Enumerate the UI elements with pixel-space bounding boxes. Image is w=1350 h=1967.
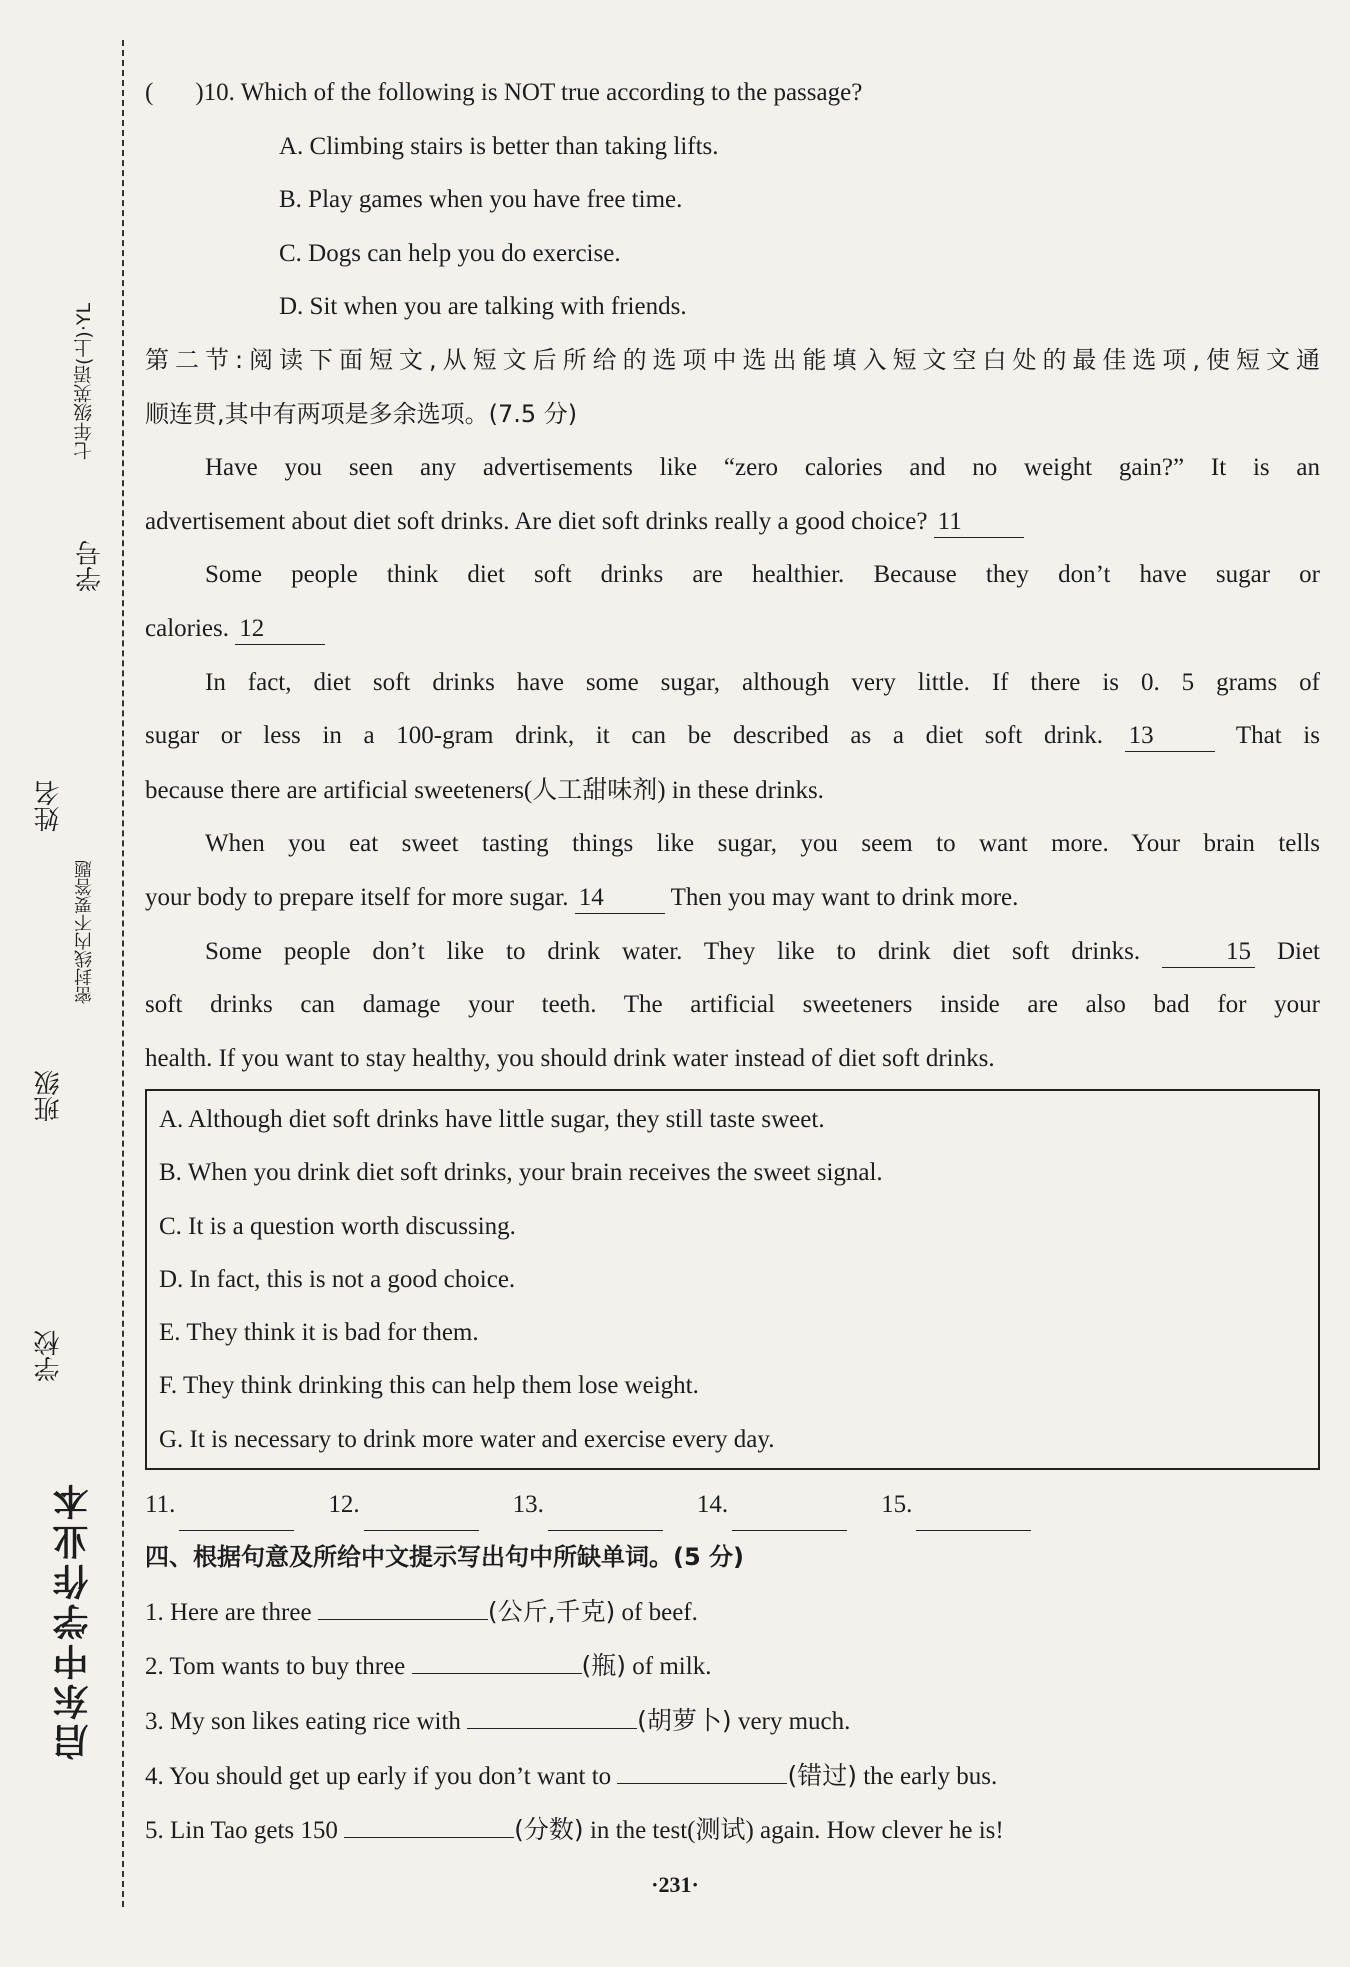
answer-paren-open: (: [145, 79, 154, 106]
item-1-blank[interactable]: [318, 1589, 488, 1620]
passage-p3-chinese-gloss: 人工甜味剂: [532, 774, 658, 804]
number-label: [30, 540, 151, 600]
choice-g: G. It is necessary to drink more water and exercise every day.: [159, 1425, 775, 1453]
passage-p1-line2-text: advertisement about diet soft drinks. Are diet soft drinks really a good choice?: [145, 507, 928, 535]
blank-14[interactable]: 14: [575, 883, 665, 914]
answer-slot-15: [881, 1478, 1031, 1532]
q10-option-b: B. Play games when you have free time.: [279, 186, 683, 214]
answer-slot-label: 11.: [145, 1490, 176, 1518]
answer-slot-14: [697, 1478, 847, 1532]
passage-p2-line2: [145, 602, 1320, 656]
item-4-hint: (错过): [787, 1760, 857, 1790]
passage-p3-line2-tail: That is: [1235, 722, 1320, 750]
choice-a: A. Although diet soft drinks have little sugar, they still taste sweet.: [159, 1106, 825, 1134]
item-5-hint: (分数): [514, 1815, 584, 1845]
item-2-blank[interactable]: [412, 1643, 582, 1674]
item-3-before: 3. My son likes eating rice with: [145, 1708, 461, 1736]
blank-12[interactable]: 12: [235, 614, 325, 645]
choice-f: F. They think drinking this can help them lose weight.: [159, 1372, 699, 1400]
book-title: 启东中学作业本: [53, 1480, 94, 1760]
item-3-blank[interactable]: [467, 1698, 637, 1729]
answer-slot-label: 15.: [881, 1490, 913, 1518]
q10-option-a: A. Climbing stairs is better than taking lifts.: [279, 132, 719, 160]
passage-p3-line2-text: sugar or less in a 100-gram drink, it can be described as a diet soft drink.: [145, 722, 1103, 750]
section4-item-5: [145, 1803, 1320, 1858]
passage-p5-line1: [145, 925, 1320, 979]
blank-13[interactable]: 13: [1125, 721, 1215, 752]
answer-slot-label: 12.: [328, 1490, 360, 1518]
passage-p3-line3-text: because there are artificial sweeteners(: [145, 776, 533, 804]
item-5-after: in the test(测试) again. How clever he is!: [589, 1817, 1004, 1845]
section4-item-1: [145, 1585, 1320, 1640]
item-3-hint: (胡萝卜): [637, 1706, 732, 1736]
blank-11[interactable]: 11: [934, 507, 1024, 538]
passage-p1-line1: Have you seen any advertisements like “zero calories and no weight gain?” It is an: [205, 454, 1320, 482]
answer-slot-12: [328, 1478, 478, 1532]
choice-e: E. They think it is bad for them.: [159, 1319, 479, 1347]
page-number: ·231·: [651, 1872, 699, 1897]
seal-note: 密封线内不要答题: [74, 860, 95, 1004]
answer-line-12[interactable]: [364, 1496, 479, 1531]
answer-slot-label: 14.: [696, 1490, 729, 1518]
passage-p5-line1-tail: Diet: [1276, 937, 1320, 965]
choices-box: [145, 1089, 1320, 1469]
answer-line-13[interactable]: [548, 1496, 663, 1531]
item-5-before: 5. Lin Tao gets 150: [145, 1817, 338, 1845]
page-content: [145, 79, 1320, 1858]
passage-p5-line2: soft drinks can damage your teeth. The artificial sweeteners inside are also bad for your: [145, 991, 1320, 1019]
passage-p3-line2: [145, 709, 1320, 763]
item-1-hint: (公斤,千克): [487, 1596, 616, 1626]
blank-15[interactable]: 15: [1162, 937, 1255, 968]
answer-line-11[interactable]: [179, 1496, 294, 1531]
passage-p4-line2: [145, 871, 1320, 925]
item-2-after: of milk.: [632, 1653, 712, 1681]
answer-slot-13: [513, 1478, 663, 1532]
choice-b: B. When you drink diet soft drinks, your brain receives the sweet signal.: [159, 1159, 883, 1187]
section4-item-2: [145, 1639, 1320, 1694]
class-label: [30, 1070, 67, 1122]
item-1-after: of beef.: [621, 1598, 698, 1626]
choice-c: C. It is a question worth discussing.: [159, 1212, 516, 1240]
name-label-text: 姓名: [34, 780, 64, 832]
q10-option-c: C. Dogs can help you do exercise.: [279, 239, 621, 267]
passage-p4-line2-tail: Then you may want to drink more.: [670, 883, 1019, 911]
binding-margin: [0, 0, 140, 1967]
passage-p2-line2-text: calories.: [145, 614, 229, 642]
answer-slot-11: [145, 1478, 294, 1532]
number-label-text: 学号: [75, 540, 106, 592]
item-4-before: 4. You should get up early if you don’t want to: [145, 1762, 612, 1790]
passage-p3-line3: [145, 763, 1320, 818]
question-10-text: )10. Which of the following is NOT true according to the passage?: [195, 79, 863, 106]
answer-line-15[interactable]: [916, 1496, 1031, 1531]
item-4-blank[interactable]: [617, 1753, 787, 1784]
passage-p4-line1: When you eat sweet tasting things like sugar, you seem to want more. Your brain tells: [205, 830, 1320, 858]
item-1-before: 1. Here are three: [145, 1598, 312, 1626]
passage-p2-line1: Some people think diet soft drinks are healthier. Because they don’t have sugar or: [205, 561, 1320, 589]
q10-option-d: D. Sit when you are talking with friends.: [279, 293, 687, 321]
class-label-text: 班级: [34, 1070, 64, 1122]
name-label: [30, 780, 67, 832]
section4-item-4: [145, 1749, 1320, 1804]
passage-p3-line3-tail: ) in these drinks.: [657, 776, 824, 804]
choice-d: D. In fact, this is not a good choice.: [159, 1265, 516, 1293]
item-3-after: very much.: [737, 1708, 851, 1736]
passage-p5-line3: health. If you want to stay healthy, you should drink water instead of diet soft drinks.: [145, 1044, 995, 1072]
item-2-hint: (瓶): [581, 1651, 627, 1681]
answer-slots: [145, 1478, 1320, 1532]
section2-instruction-line2: 顺连贯,其中有两项是多余选项。(7.5 分): [145, 399, 578, 428]
item-2-before: 2. Tom wants to buy three: [145, 1653, 406, 1681]
item-4-after: the early bus.: [863, 1762, 998, 1790]
book-code: 七年级英语(上)·YL: [73, 302, 95, 460]
section4-item-3: [145, 1694, 1320, 1749]
section2-instruction-line1: 第二节:阅读下面短文,从短文后所给的选项中选出能填入短文空白处的最佳选项,使短文通: [145, 345, 1320, 374]
section4-heading: 四、根据句意及所给中文提示写出句中所缺单词。(5 分): [145, 1543, 744, 1572]
seal-dashed-line: [122, 40, 124, 1907]
passage-p5-line1-text: Some people don’t like to drink water. They like to drink diet soft drinks.: [205, 937, 1141, 965]
answer-line-14[interactable]: [732, 1496, 847, 1531]
school-label-text: 学校: [34, 1330, 64, 1382]
answer-slot-label: 13.: [512, 1490, 544, 1518]
question-10-stem: [145, 66, 1320, 120]
passage-p4-line2-text: your body to prepare itself for more sugar.: [145, 883, 569, 911]
passage-p1-line2: [145, 495, 1320, 549]
passage-p3-line1: In fact, diet soft drinks have some sugar, although very little. If there is 0. 5 grams of: [205, 668, 1320, 696]
item-5-blank[interactable]: [344, 1807, 514, 1838]
school-label: [30, 1330, 67, 1382]
